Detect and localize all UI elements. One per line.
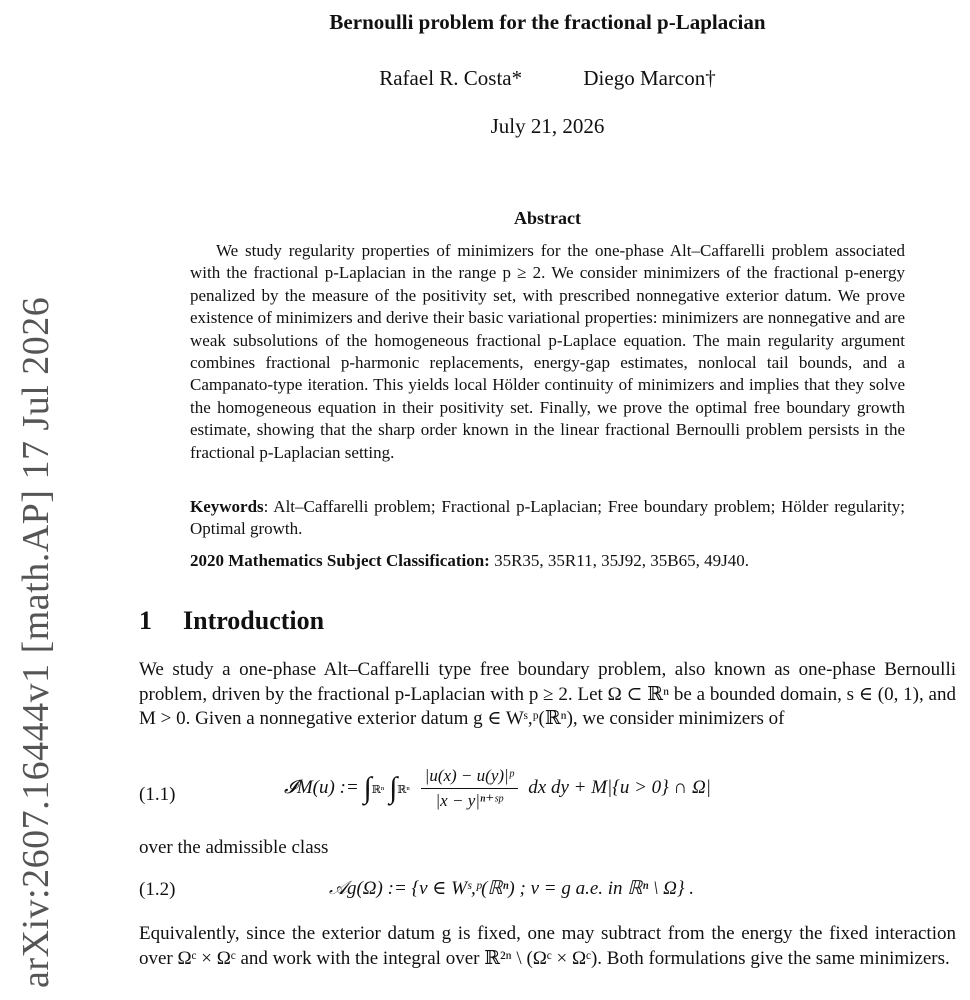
equation-rhs: dx dy + M|{u > 0} ∩ Ω| (528, 776, 711, 798)
arxiv-identifier: arXiv:2607.16444v1 [math.AP] 17 Jul 2026 (15, 296, 57, 988)
body-paragraph: over the admissible class (139, 837, 329, 858)
paper-date: July 21, 2026 (490, 114, 605, 138)
equation-lhs: 𝓘M(u) := (284, 776, 359, 798)
fraction-denominator: |x − y|ⁿ⁺ˢᵖ (435, 791, 503, 810)
keywords-label: Keywords (190, 497, 264, 516)
equation-1-1 (139, 766, 956, 826)
author-name: Diego Marcon† (583, 66, 716, 90)
section-number: 1 (139, 606, 152, 635)
equation-number: (1.2) (139, 879, 176, 900)
body-paragraph: Equivalently, since the exterior datum g is fixed, one may subtract from the energy the fixed interaction over Ωᶜ × Ωᶜ and work with the integral over ℝ²ⁿ \ (Ωᶜ × Ωᶜ). Both formulations give the same minimizers. (139, 923, 956, 969)
equation-body: 𝒜g(Ω) := {v ∈ Wˢ,ᵖ(ℝⁿ) ; v = g a.e. in ℝⁿ \ Ω} . (329, 878, 694, 899)
equation-body (284, 766, 711, 811)
abstract-heading: Abstract (514, 208, 581, 228)
integral-sign: ∫ (389, 771, 398, 805)
integral-domain: ℝⁿ (397, 783, 410, 796)
section-heading (139, 606, 324, 636)
integral-sign: ∫ (363, 771, 372, 805)
fraction-numerator: |u(x) − u(y)|ᵖ (421, 766, 518, 789)
abstract-text: We study regularity properties of minimizers for the one-phase Alt–Caffarelli problem associated with the fractional p-Laplacian in the range p ≥ 2. We consider minimizers of the fractional p-energy penalized by the measure of the positivity set, with prescribed nonnegative exterior datum. We prove existence of minimizers and derive their basic variational properties: minimizers are nonnegative and are weak subsolutions of the homogeneous fractional p-Laplace equation. The main regularity argument combines fractional p-harmonic replacements, energy-gap estimates, nonlocal tail bounds, and a Campanato-type iteration. This yields local Hölder continuity of minimizers and implies that they solve the homogeneous equation in their positivity set. Finally, we prove the optimal free boundary growth estimate, showing that the sharp order known in the linear fractional Bernoulli problem persists in the fractional p-Laplacian setting. (190, 241, 905, 462)
author-list (140, 66, 955, 91)
author-name: Rafael R. Costa* (379, 66, 523, 90)
keywords-text: : Alt–Caffarelli problem; Fractional p-Laplacian; Free boundary problem; Hölder regularity; Optimal growth. (190, 497, 905, 539)
fraction (421, 766, 518, 811)
msc-codes: 35R35, 35R11, 35J92, 35B65, 49J40. (489, 551, 749, 570)
equation-number: (1.1) (139, 784, 176, 805)
section-title: Introduction (183, 606, 325, 635)
paper-title: Bernoulli problem for the fractional p-Laplacian (329, 10, 766, 34)
keywords (190, 496, 905, 541)
msc-classification (190, 550, 905, 572)
intro-paragraph: We study a one-phase Alt–Caffarelli type free boundary problem, also known as one-phase Bernoulli problem, driven by the fractional p-Laplacian with p ≥ 2. Let Ω ⊂ ℝⁿ be a bounded domain, s ∈ (0, 1), and M > 0. Given a nonnegative exterior datum g ∈ Wˢ,ᵖ(ℝⁿ), we consider minimizers of (139, 659, 956, 730)
integral-domain: ℝⁿ (371, 783, 385, 796)
equation-1-2 (139, 877, 956, 909)
msc-label: 2020 Mathematics Subject Classification: (190, 551, 490, 570)
